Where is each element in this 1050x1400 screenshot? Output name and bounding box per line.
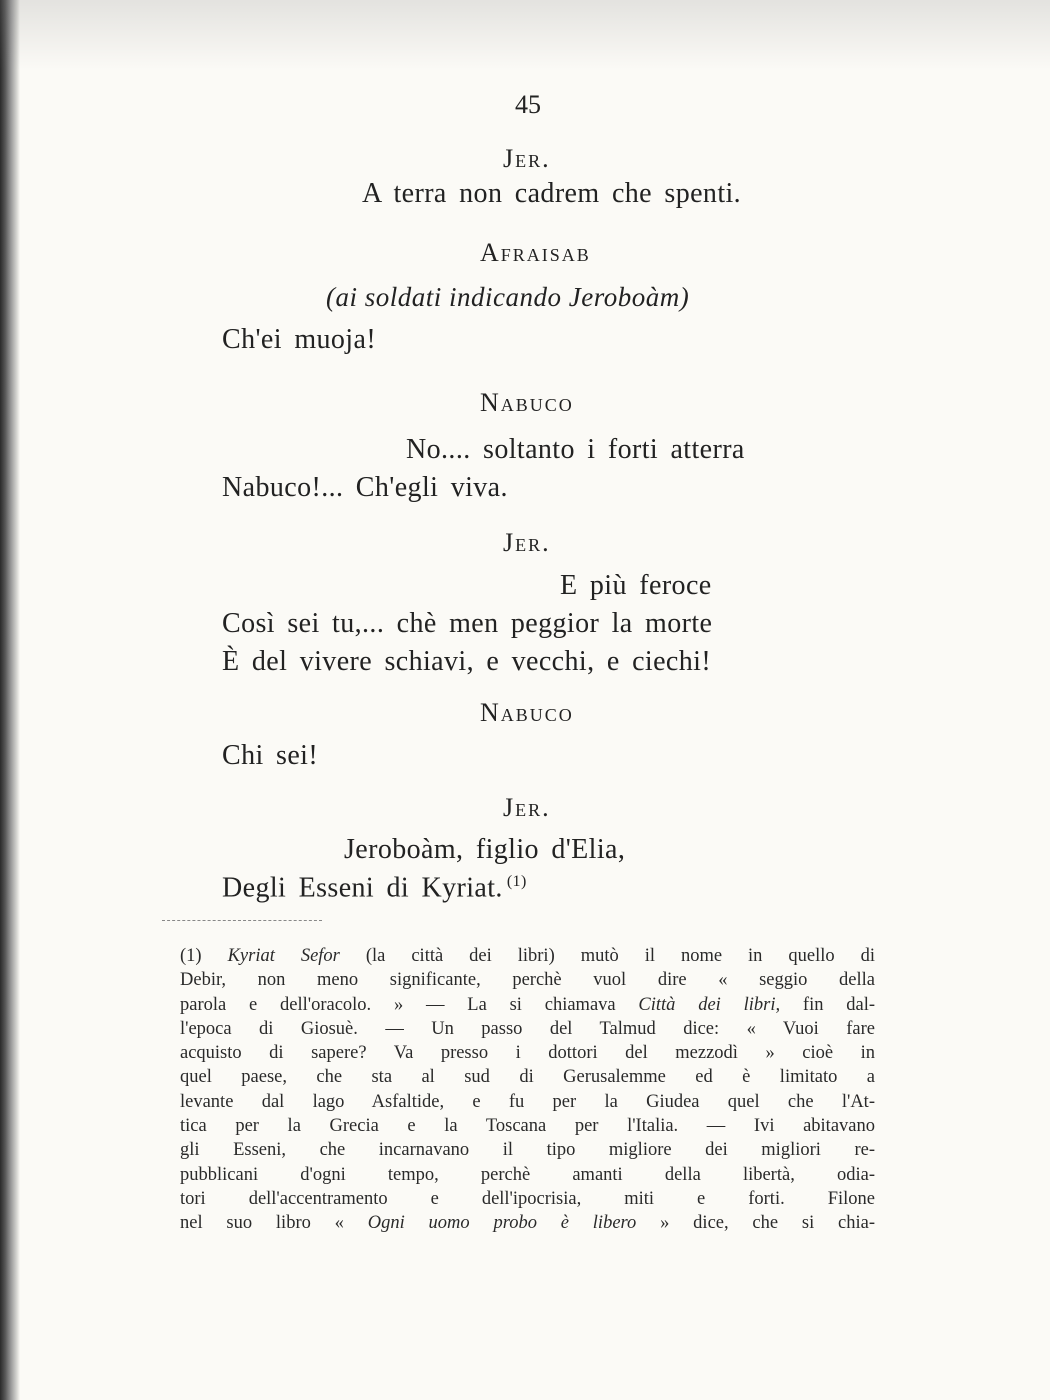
footnote-text: nel suo libro « (180, 1213, 344, 1234)
speaker-afraisab: Afraisab (480, 238, 591, 267)
speaker-nabuco: Nabuco (480, 388, 574, 417)
stage-direction-text: (ai soldati indicando Jeroboàm) (326, 282, 690, 312)
footnote-italic: Città dei libri, (638, 994, 781, 1015)
speaker-jer: Jer. (503, 528, 551, 557)
page-number: 45 (515, 90, 541, 119)
footnote-line: tori dell'accentramento e dell'ipocrisia, miti e forti. Filone (180, 1188, 875, 1209)
verse-line: Ch'ei muoja! (222, 324, 377, 355)
footnote-reference: (1) (506, 873, 527, 890)
verse-line: Chi sei! (222, 740, 319, 771)
footnote-separator (162, 920, 322, 921)
verse-line: È del vivere schiavi, e vecchi, e ciechi! (222, 646, 712, 677)
stage-direction (326, 284, 689, 311)
footnote-line: quel paese, che sta al sud di Gerusalemme ed è limitato a (180, 1067, 875, 1088)
footnote-mark: (1) (180, 946, 202, 966)
footnote-line (180, 944, 875, 968)
footnote (180, 944, 875, 1236)
footnote-text: » dice, che si chia- (660, 1213, 876, 1234)
verse-line: A terra non cadrem che spenti. (362, 178, 742, 209)
verse-text: Degli Esseni di Kyriat. (222, 872, 503, 904)
footnote-italic: Ogni uomo probo è libero (367, 1213, 637, 1234)
footnote-line: gli Esseni, che incarnavano il tipo migliore dei migliori re- (180, 1140, 875, 1161)
verse-line: Jeroboàm, figlio d'Elia, (344, 834, 626, 865)
footnote-line: tica per la Grecia e la Toscana per l'Italia. — Ivi abitavano (180, 1116, 875, 1137)
footnote-text: fin dal- (802, 994, 876, 1015)
book-binding-edge (0, 0, 20, 1400)
verse-line (222, 874, 527, 902)
footnote-line: levante dal lago Asfaltide, e fu per la Giudea quel che l'At- (180, 1091, 875, 1112)
verse-line: Così sei tu,... chè men peggior la morte (222, 608, 713, 639)
footnote-line (180, 1211, 875, 1235)
speaker-jer: Jer. (503, 144, 551, 173)
verse-line: No.... soltanto i forti atterra (406, 434, 745, 465)
footnote-text: parola e dell'oracolo. » — La si chiamava (180, 994, 616, 1015)
footnote-line: pubblicani d'ogni tempo, perchè amanti della libertà, odia- (180, 1164, 875, 1185)
speaker-jer: Jer. (503, 793, 551, 822)
verse-line: E più feroce (560, 570, 712, 601)
footnote-line: l'epoca di Giosuè. — Un passo del Talmud dice: « Vuoi fare (180, 1018, 875, 1039)
scan-shadow (0, 0, 1050, 70)
footnote-line: Debir, non meno significante, perchè vuol dire « seggio della (180, 970, 875, 991)
speaker-nabuco: Nabuco (480, 698, 574, 727)
footnote-line (180, 993, 875, 1017)
verse-line: Nabuco!... Ch'egli viva. (222, 472, 508, 503)
footnote-text: (la città dei libri) mutò il nome in quello di (365, 946, 876, 966)
footnote-italic: Kyriat Sefor (227, 946, 340, 966)
footnote-line: acquisto di sapere? Va presso i dottori del mezzodì » cioè in (180, 1043, 875, 1064)
